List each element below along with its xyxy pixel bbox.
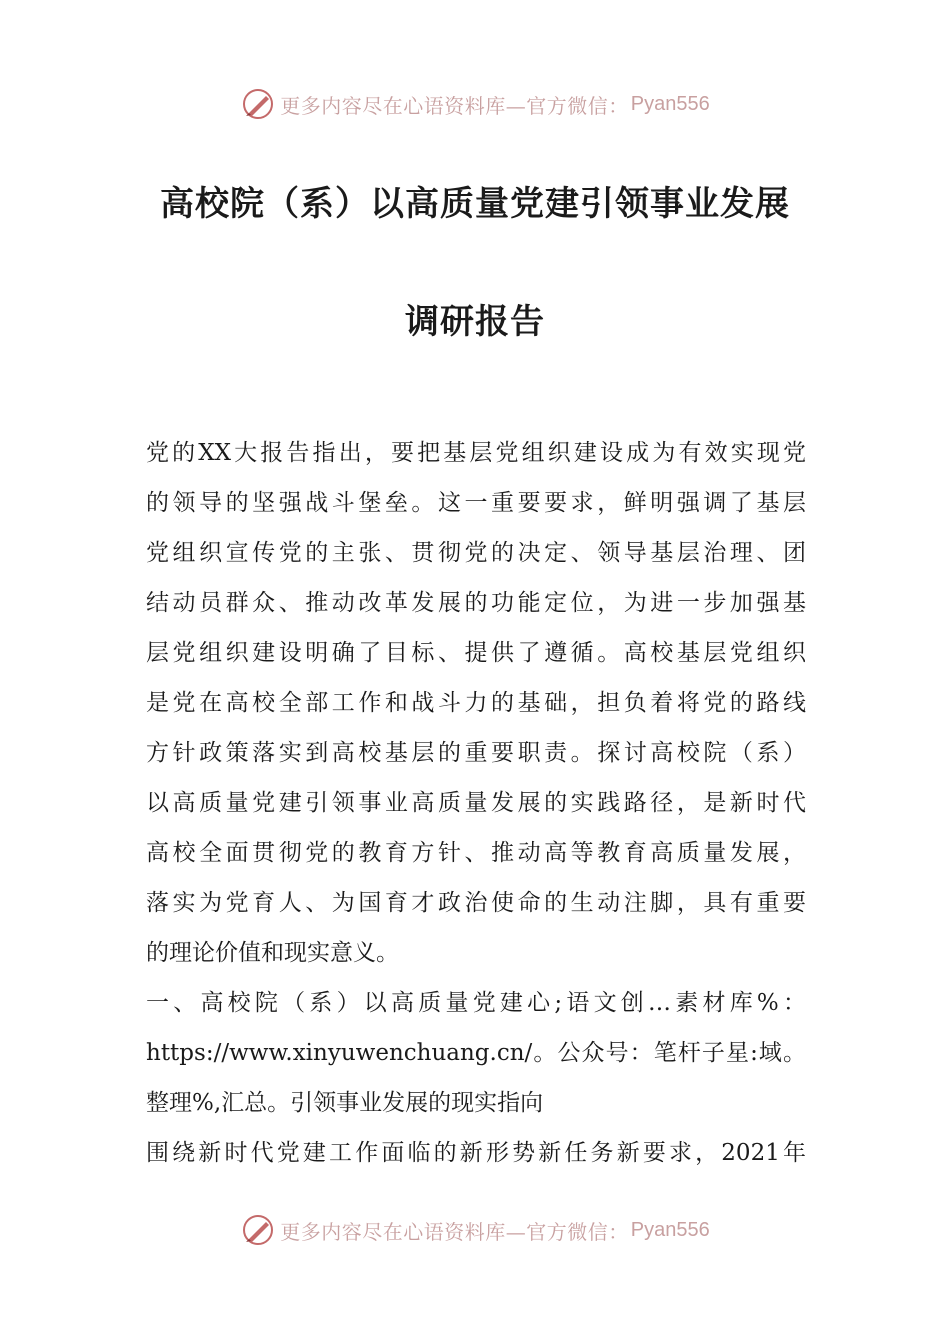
document-body [146, 428, 806, 1178]
body-line: 党的XX大报告指出，要把基层党组织建设成为有效实现党 [146, 440, 806, 466]
body-line: 高校全面贯彻党的教育方针、推动高等教育高质量发展， [146, 840, 806, 866]
watermark-wechat-id: Pyan556 [630, 92, 710, 115]
body-line-url: https://www.xinyuwenchuang.cn/。公众号：笔杆子星:域。 [146, 1040, 806, 1066]
watermark-wechat-id: Pyan556 [630, 1218, 710, 1241]
body-line: 党组织宣传党的主张、贯彻党的决定、领导基层治理、团 [146, 540, 806, 566]
body-line: 落实为党育人、为国育才政治使命的生动注脚，具有重要 [146, 890, 806, 916]
pen-in-circle-icon [240, 1212, 276, 1248]
body-line: 整理%,汇总。引领事业发展的现实指向 [146, 1090, 544, 1116]
body-line: 结动员群众、推动改革发展的功能定位，为进一步加强基 [146, 590, 806, 616]
body-line: 的理论价值和现实意义。 [146, 940, 399, 966]
pen-in-circle-icon [240, 86, 276, 122]
document-title-line2: 调研报告 [405, 302, 545, 342]
body-line: 的领导的坚强战斗堡垒。这一重要要求，鲜明强调了基层 [146, 490, 806, 516]
watermark-text: 更多内容尽在心语资料库—官方微信： [280, 1219, 629, 1244]
body-line: 方针政策落实到高校基层的重要职责。探讨高校院（系） [146, 740, 806, 766]
watermark-text: 更多内容尽在心语资料库—官方微信： [280, 93, 629, 118]
body-line: 是党在高校全部工作和战斗力的基础，担负着将党的路线 [146, 690, 806, 716]
body-line: 围绕新时代党建工作面临的新形势新任务新要求，2021年 [146, 1140, 806, 1166]
body-line: 以高质量党建引领事业高质量发展的实践路径，是新时代 [146, 790, 806, 816]
watermark-banner-bottom [0, 1210, 950, 1250]
document-title-line1: 高校院（系）以高质量党建引领事业发展 [160, 184, 790, 224]
section-heading-line: 一、高校院（系）以高质量党建心;语文创…素材库%： [146, 990, 806, 1016]
watermark-banner-top [0, 84, 950, 124]
body-line: 层党组织建设明确了目标、提供了遵循。高校基层党组织 [146, 640, 806, 666]
